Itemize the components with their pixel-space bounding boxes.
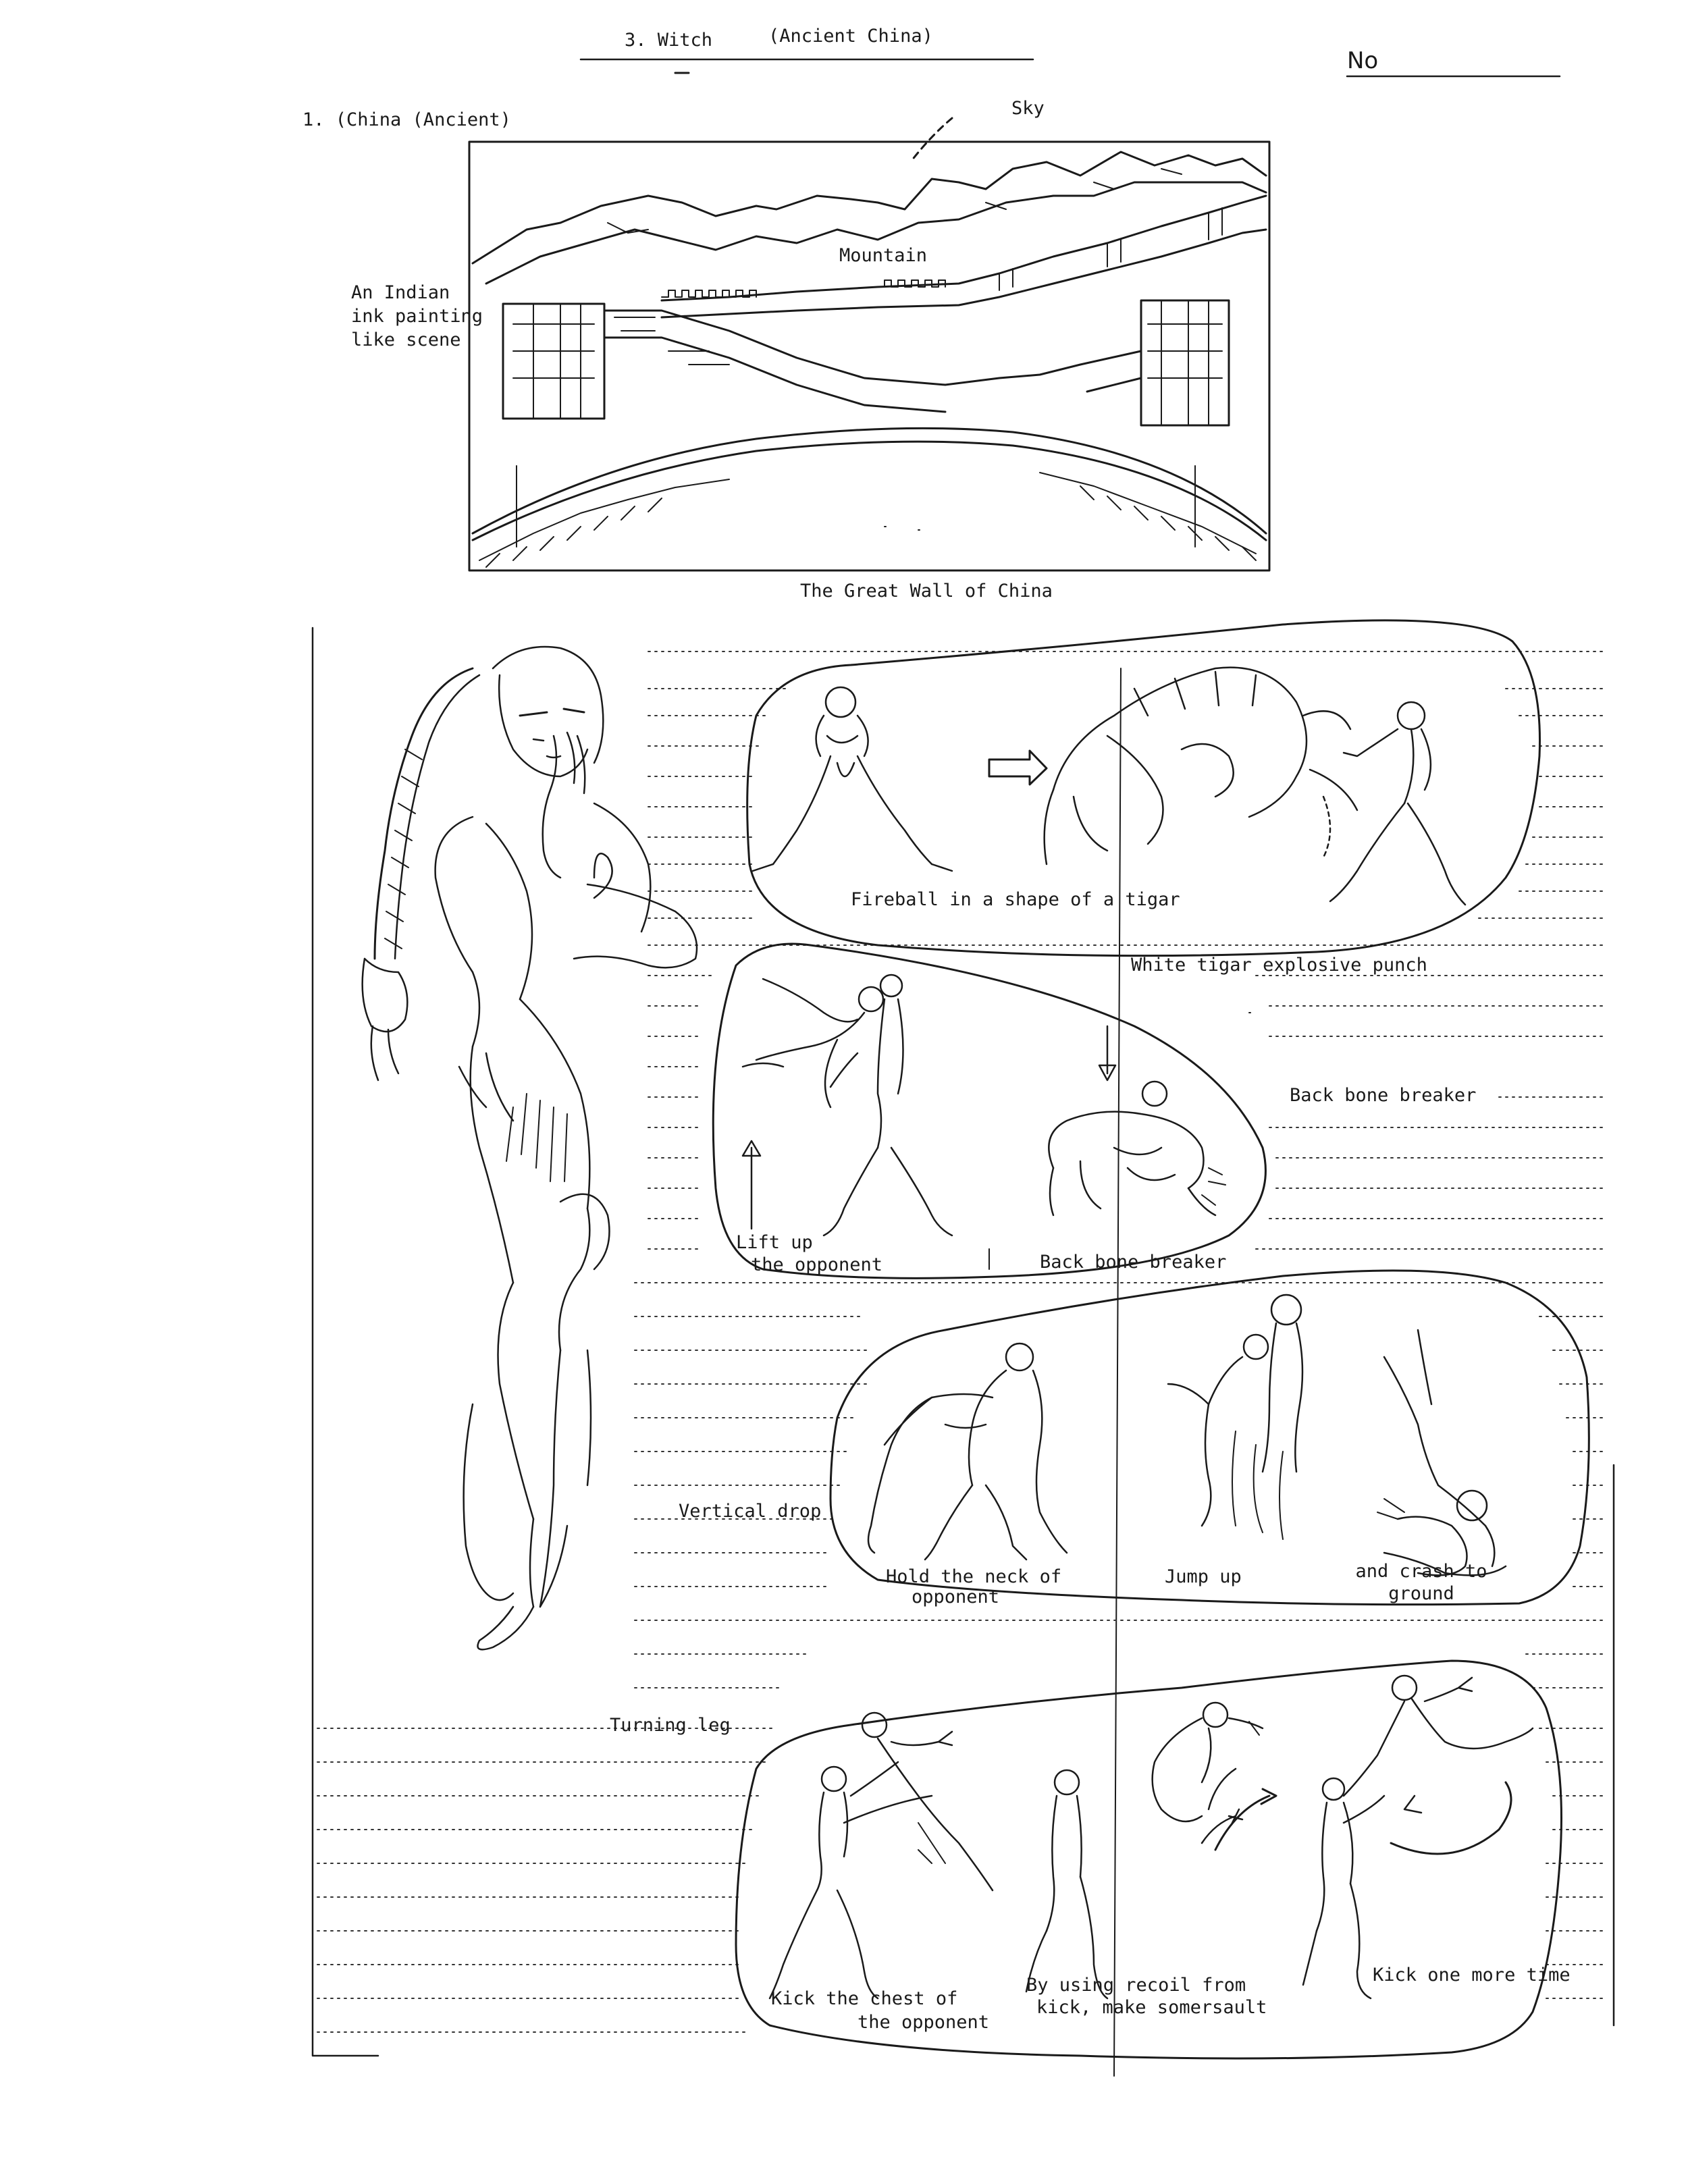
turning-step-3: Kick one more time xyxy=(1373,1965,1571,1986)
side-note-line-1: An Indian xyxy=(351,282,450,303)
vertical-step-1-line-2: opponent xyxy=(912,1587,1000,1607)
down-arrow-icon xyxy=(1099,1026,1115,1080)
backbone-step-1-line-1: Lift up xyxy=(736,1232,813,1253)
stage-label: 1. (China (Ancient) xyxy=(302,109,511,130)
title-number: 3. Witch xyxy=(625,30,713,51)
turning-step-2-line-2: kick, make somersault xyxy=(1036,1997,1267,2018)
turning-step-2-line-1: By using recoil from xyxy=(1026,1975,1246,1996)
great-wall-scene xyxy=(469,142,1269,570)
mountain-label: Mountain xyxy=(839,245,928,266)
vertical-drop-panel xyxy=(830,1271,1589,1605)
scene-caption: The Great Wall of China xyxy=(800,581,1053,602)
vertical-step-1-line-1: Hold the neck of xyxy=(886,1566,1062,1587)
fireball-caption: Fireball in a shape of a tigar xyxy=(851,889,1180,910)
fireball-move-name: White tigar explosive punch xyxy=(1131,955,1427,976)
turning-step-1-line-1: Kick the chest of xyxy=(771,1988,958,2009)
turning-leg-move-name: Turning leg xyxy=(610,1715,731,1736)
vertical-step-3-line-1: and crash to xyxy=(1355,1561,1487,1582)
witch-figure xyxy=(363,647,697,1649)
vertical-drop-move-name: Vertical drop xyxy=(679,1501,822,1522)
backbone-move-name: Back bone breaker xyxy=(1290,1085,1477,1106)
turning-step-1-line-2: the opponent xyxy=(858,2012,990,2033)
sky-label: Sky xyxy=(1011,98,1045,119)
ruled-lines xyxy=(317,651,1604,2032)
backbone-step-1-line-2: the opponent xyxy=(751,1254,883,1275)
side-note-line-3: like scene xyxy=(351,329,461,350)
vertical-step-3-line-2: ground xyxy=(1388,1583,1454,1604)
backbone-panel xyxy=(713,944,1265,1278)
number-label: No xyxy=(1347,47,1379,74)
up-arrow-icon xyxy=(743,1141,760,1229)
vertical-step-2: Jump up xyxy=(1165,1566,1242,1587)
backbone-step-2: Back bone breaker xyxy=(1040,1252,1227,1273)
right-arrow-icon xyxy=(989,751,1047,784)
side-note-line-2: ink painting xyxy=(351,306,483,327)
title-subtitle: (Ancient China) xyxy=(768,26,933,47)
